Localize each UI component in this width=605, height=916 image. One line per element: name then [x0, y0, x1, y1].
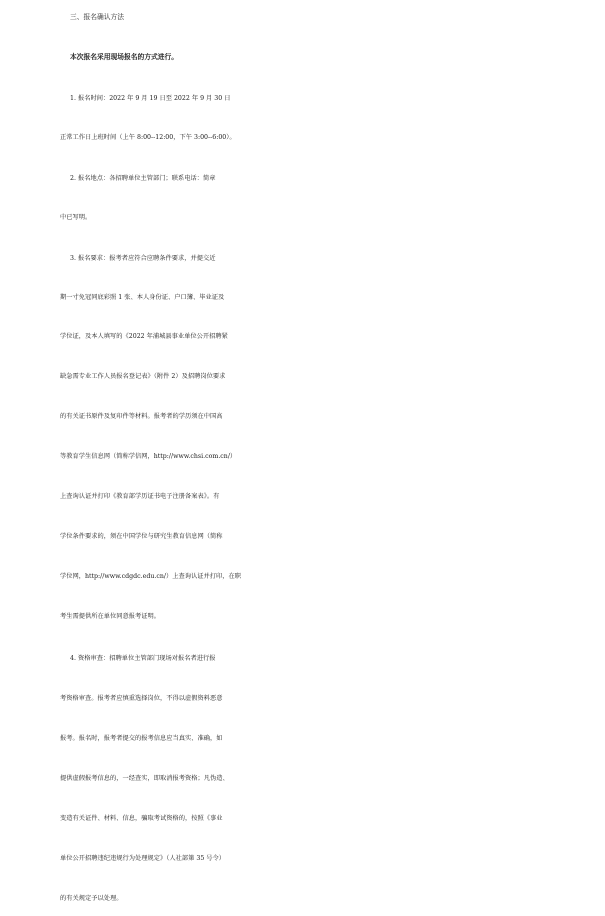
item-4-line-3: 报考。报名时，报考者提交的报考信息应当真实、准确，如 — [60, 735, 223, 742]
item-3-line-8: 学位条件要求的，须在中国学位与研究生教育信息网（简称 — [60, 533, 223, 540]
item-3-line-9: 学位网，http://www.cdgdc.edu.cn/）上查询认证并打印，在职 — [60, 573, 241, 580]
item-4-line-2: 考资格审查。报考者应慎重选择岗位，不得以虚假资料恶意 — [60, 695, 223, 702]
intro-text: 本次报名采用现场报名的方式进行。 — [70, 53, 179, 61]
item-3-line-2: 期一寸免冠同底彩照 1 张、本人身份证、户口簿、毕业证及 — [60, 294, 225, 301]
item-1-line-2: 正常工作日上班时间（上午 8:00--12:00，下午 3:00--6:00）。 — [60, 134, 236, 141]
item-3-line-7: 上查询认证并打印《教育部学历证书电子注册备案表》。有 — [60, 493, 220, 500]
item-2-line-2: 中已写明。 — [60, 214, 92, 221]
item-4-line-5: 变造有关证件、材料、信息，骗取考试资格的，按照《事业 — [60, 815, 223, 822]
item-4-line-1: 4. 资格审查：招聘单位主管部门现场对报名者进行报 — [70, 655, 216, 662]
item-1-line-1: 1. 报名时间：2022 年 9 月 19 日至 2022 年 9 月 30 日 — [70, 95, 231, 102]
item-4-line-4: 提供虚假报考信息的，一经查实，即取消报考资格；凡伪造、 — [60, 775, 229, 782]
item-3-line-6: 等教育学生信息网（简称学信网，http://www.chsi.com.cn/） — [60, 453, 237, 460]
item-4-line-6: 单位公开招聘违纪违规行为处理规定》（人社部第 35 号令） — [60, 855, 226, 862]
item-4-line-7: 的有关规定予以处理。 — [60, 895, 123, 902]
section-heading: 三、报名确认方法 — [70, 13, 125, 21]
item-3-line-1: 3. 报名要求：报考者应符合应聘条件要求，并提交近 — [70, 255, 216, 262]
item-3-line-3: 学位证，及本人填写的《2022 年浦城县事业单位公开招聘紧 — [60, 333, 228, 340]
item-3-line-4: 缺急需专业工作人员报名登记表》（附件 2）及招聘岗位要求 — [60, 373, 226, 380]
item-2-line-1: 2. 报名地点：各招聘单位主管部门；联系电话：简章 — [70, 175, 216, 182]
item-3-line-5: 的有关证书原件及复印件等材料。报考者的学历须在中国高 — [60, 413, 223, 420]
item-3-line-10: 考生需提供所在单位同意报考证明。 — [60, 613, 160, 620]
